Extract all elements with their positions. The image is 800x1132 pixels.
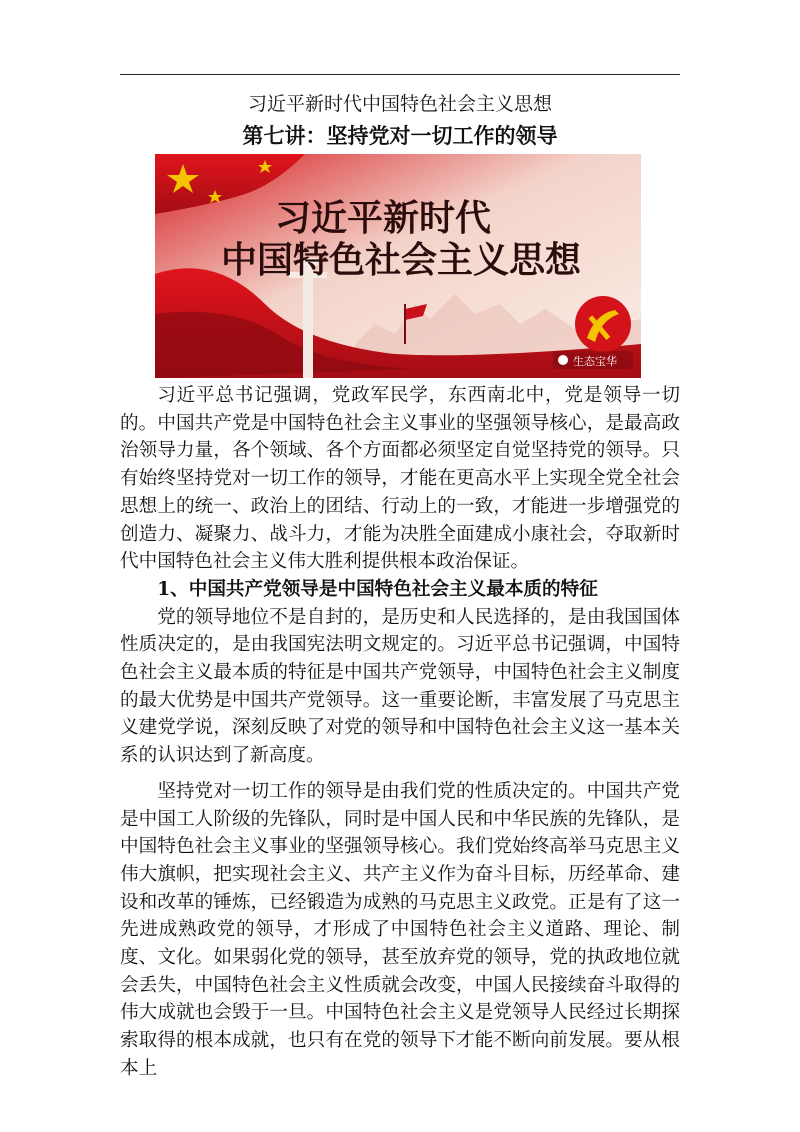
banner-image [155,154,641,378]
section-heading-1: 1、中国共产党领导是中国特色社会主义最本质的特征 [157,578,598,600]
header-rule [120,74,680,75]
intro-paragraph: 习近平总书记强调，党政军民学，东西南北中，党是领导一切的。中国共产党是中国特色社会主义事业的坚强领导核心，是最高政治领导力量，各个领域、各个方面都必须坚定自觉坚持党的领导。只有始终坚持党对一切工作的领导，才能在更高水平上实现全党全社会思想上的统一、政治上的团结、行动上的一致，才能进一步增强党的创造力、凝聚力、战斗力，才能为决胜全面建成小康社会，夺取新时代中国特色社会主义伟大胜利提供根本政治保证。 [120,385,680,573]
banner-title-line1: 习近平新时代 [275,198,492,239]
document-title: 习近平新时代中国特色社会主义思想 [247,93,552,115]
paragraph: 坚持党对一切工作的领导是由我们党的性质决定的。中国共产党是中国工人阶级的先锋队，同时是中国人民和中华民族的先锋队，是中国特色社会主义事业的坚强领导核心。我们党始终高举马克思主义伟大旗帜，把实现社会主义、共产主义作为奋斗目标，历经革命、建设和改革的锤炼，已经锻造为成熟的马克思主义政党。正是有了这一先进成熟政党的领导，才形成了中国特色社会主义道路、理论、制度、文化。如果弱化党的领导，甚至放弃党的领导，党的执政地位就会丢失，中国特色社会主义性质就会改变，中国人民接续奋斗取得的伟大成就也会毁于一旦。中国特色社会主义是党领导人民经过长期探索取得的根本成就，也只有在党的领导下才能不断向前发展。要从根本上 [120,780,680,1079]
wechat-icon [558,355,568,365]
lecture-title: 第七讲：坚持党对一切工作的领导 [242,123,558,148]
paragraph: 党的领导地位不是自封的，是历史和人民选择的，是由我国国体性质决定的，是由我国宪法明文规定的。习近平总书记强调，中国特色社会主义最本质的特征是中国共产党领导，中国特色社会主义制度的最大优势是中国共产党领导。这一重要论断，丰富发展了马克思主义建党学说，深刻反映了对党的领导和中国特色社会主义这一基本关系的认识达到了新高度。 [120,606,680,767]
document-body [120,382,680,1083]
banner-watermark: 生态宝华 [573,355,617,368]
banner-title-line2: 中国特色社会主义思想 [221,240,582,281]
